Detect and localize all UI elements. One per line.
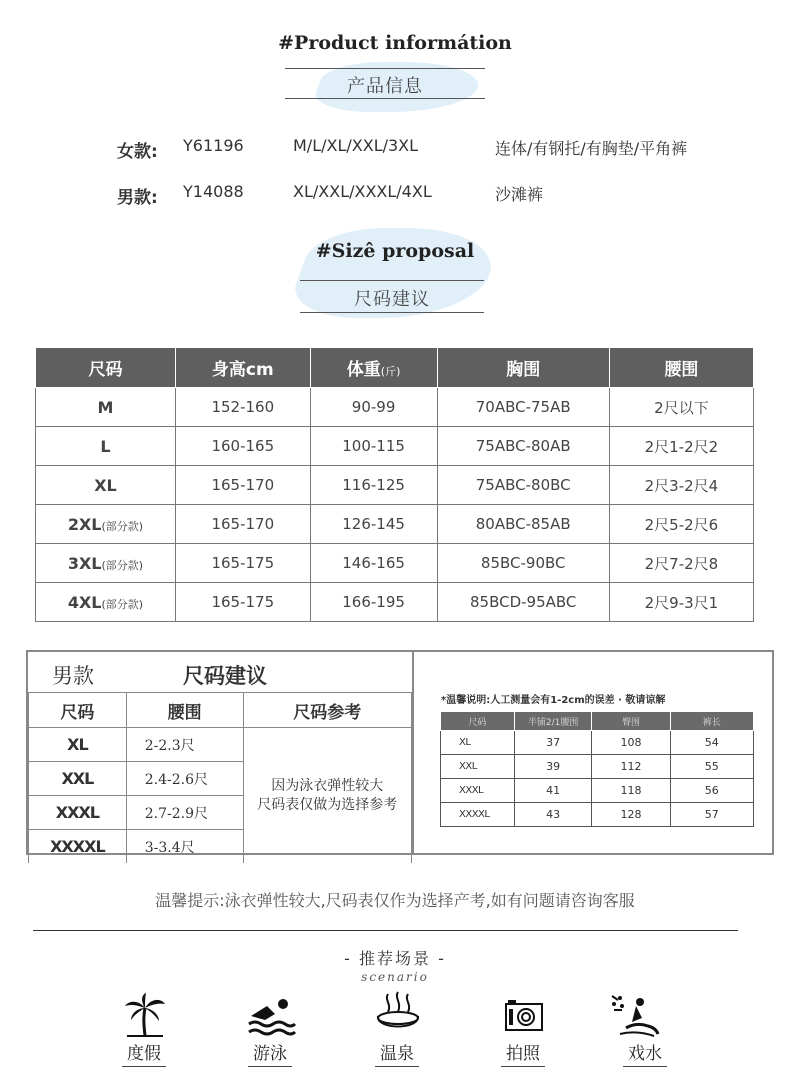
cell-height: 165-170 bbox=[175, 466, 310, 505]
col-size: 尺码 bbox=[29, 693, 127, 728]
cell-bust: 75ABC-80AB bbox=[437, 427, 609, 466]
cell-height: 165-175 bbox=[175, 544, 310, 583]
cell-waist: 2.7-2.9尺 bbox=[126, 796, 243, 830]
col-half-waist: 半铺2/1腰围 bbox=[514, 712, 592, 731]
col-height: 身高cm bbox=[175, 348, 310, 388]
table-header bbox=[441, 712, 754, 731]
cell-weight: 146-165 bbox=[310, 544, 437, 583]
tip-text: 温馨提示:泳衣弹性较大,尺码表仅作为选择产考,如有问题请咨询客服 bbox=[155, 891, 635, 910]
cell-hip: 128 bbox=[592, 803, 670, 827]
cell-size: XXL bbox=[29, 762, 127, 796]
table-row bbox=[441, 755, 754, 779]
cell-size: XXXXL bbox=[441, 803, 515, 827]
cell-height: 160-165 bbox=[175, 427, 310, 466]
col-bust: 胸围 bbox=[437, 348, 609, 388]
scenario-label: 温泉 bbox=[380, 1044, 414, 1064]
scenario-label: 拍照 bbox=[506, 1044, 540, 1064]
cell-hip: 108 bbox=[592, 731, 670, 755]
scenario-subtitle: scenario bbox=[361, 970, 429, 984]
product-title-zh: 产品信息 bbox=[347, 76, 423, 97]
cell-height: 165-175 bbox=[175, 583, 310, 622]
size-title-zh: 尺码建议 bbox=[354, 289, 430, 310]
product-desc: 沙滩裤 bbox=[495, 185, 544, 204]
table-row bbox=[36, 466, 754, 505]
cell-bust: 85BC-90BC bbox=[437, 544, 609, 583]
cell-waist: 2尺7-2尺8 bbox=[609, 544, 753, 583]
cell-size: 3XL(部分款) bbox=[36, 544, 176, 583]
table-header bbox=[29, 693, 412, 728]
cell-waist: 2尺5-2尺6 bbox=[609, 505, 753, 544]
col-waist: 腰围 bbox=[609, 348, 753, 388]
col-reference: 尺码参考 bbox=[243, 693, 411, 728]
hot-spring-icon bbox=[372, 990, 424, 1036]
cell-size: XXXXL bbox=[29, 830, 127, 864]
cell-size: M bbox=[36, 388, 176, 427]
cell-waist: 3-3.4尺 bbox=[126, 830, 243, 864]
product-sizes: XL/XXL/XXXL/4XL bbox=[293, 182, 432, 201]
col-weight bbox=[310, 348, 437, 388]
scenario-label: 游泳 bbox=[253, 1044, 287, 1064]
table-row bbox=[36, 505, 754, 544]
cell-weight: 166-195 bbox=[310, 583, 437, 622]
men-title: 男款 bbox=[52, 664, 94, 688]
cell-size: XL bbox=[36, 466, 176, 505]
cell-half-waist: 43 bbox=[514, 803, 592, 827]
cell-hip: 112 bbox=[592, 755, 670, 779]
cell-size: 4XL(部分款) bbox=[36, 583, 176, 622]
table-row bbox=[441, 803, 754, 827]
cell-half-waist: 39 bbox=[514, 755, 592, 779]
size-title-en: #Sizê proposal bbox=[315, 240, 475, 262]
table-header bbox=[36, 348, 754, 388]
product-code: Y61196 bbox=[183, 136, 244, 155]
cell-bust: 85BCD-95ABC bbox=[437, 583, 609, 622]
product-desc: 连体/有钢托/有胸垫/平角裤 bbox=[495, 139, 688, 158]
col-weight-unit: (斤) bbox=[380, 365, 401, 378]
palm-tree-icon bbox=[119, 992, 171, 1038]
cell-half-waist: 37 bbox=[514, 731, 592, 755]
table-row bbox=[441, 731, 754, 755]
cell-waist: 2-2.3尺 bbox=[126, 728, 243, 762]
reference-note-line1: 因为泳衣弹性较大 bbox=[271, 777, 384, 794]
cell-size: XXL bbox=[441, 755, 515, 779]
cell-waist: 2尺3-2尺4 bbox=[609, 466, 753, 505]
men-subtitle: 尺码建议 bbox=[183, 664, 267, 688]
product-sizes: M/L/XL/XXL/3XL bbox=[293, 136, 419, 155]
product-title-en: #Product informátion bbox=[278, 32, 512, 54]
pants-size-table bbox=[440, 711, 754, 827]
cell-bust: 80ABC-85AB bbox=[437, 505, 609, 544]
col-size: 尺码 bbox=[441, 712, 515, 731]
cell-height: 152-160 bbox=[175, 388, 310, 427]
col-length: 裤长 bbox=[670, 712, 753, 731]
product-label: 男款: bbox=[117, 188, 158, 208]
cell-bust: 70ABC-75AB bbox=[437, 388, 609, 427]
cell-waist: 2.4-2.6尺 bbox=[126, 762, 243, 796]
cell-waist: 2尺9-3尺1 bbox=[609, 583, 753, 622]
pants-note: *温馨说明:人工测量会有1-2cm的误差 · 敬请谅解 bbox=[441, 695, 666, 706]
cell-length: 56 bbox=[670, 779, 753, 803]
reference-note bbox=[243, 728, 411, 864]
table-row bbox=[36, 427, 754, 466]
col-hip: 臀围 bbox=[592, 712, 670, 731]
scenario-label: 戏水 bbox=[628, 1044, 662, 1064]
scenario-title: - 推荐场景 - bbox=[344, 949, 446, 968]
col-weight-label: 体重 bbox=[346, 360, 381, 380]
cell-bust: 75ABC-80BC bbox=[437, 466, 609, 505]
cell-weight: 116-125 bbox=[310, 466, 437, 505]
table-row bbox=[29, 728, 412, 762]
cell-weight: 126-145 bbox=[310, 505, 437, 544]
cell-length: 57 bbox=[670, 803, 753, 827]
cell-waist: 2尺1-2尺2 bbox=[609, 427, 753, 466]
table-row bbox=[36, 544, 754, 583]
cell-size: XXXL bbox=[29, 796, 127, 830]
col-size: 尺码 bbox=[36, 348, 176, 388]
reference-note-line2: 尺码表仅做为选择参考 bbox=[257, 796, 398, 813]
cell-size: L bbox=[36, 427, 176, 466]
cell-weight: 100-115 bbox=[310, 427, 437, 466]
cell-size: XL bbox=[29, 728, 127, 762]
table-row bbox=[36, 583, 754, 622]
product-label: 女款: bbox=[117, 142, 158, 162]
swimmer-icon bbox=[245, 994, 297, 1040]
col-waist: 腰围 bbox=[126, 693, 243, 728]
women-size-table bbox=[35, 348, 754, 622]
cell-size: 2XL(部分款) bbox=[36, 505, 176, 544]
cell-size: XL bbox=[441, 731, 515, 755]
cell-waist: 2尺以下 bbox=[609, 388, 753, 427]
table-row bbox=[441, 779, 754, 803]
cell-size: XXXL bbox=[441, 779, 515, 803]
camera-icon bbox=[498, 994, 550, 1040]
cell-weight: 90-99 bbox=[310, 388, 437, 427]
cell-length: 54 bbox=[670, 731, 753, 755]
cell-hip: 118 bbox=[592, 779, 670, 803]
table-row bbox=[36, 388, 754, 427]
scenario-label: 度假 bbox=[127, 1044, 161, 1064]
cell-height: 165-170 bbox=[175, 505, 310, 544]
product-code: Y14088 bbox=[183, 182, 244, 201]
men-size-table bbox=[28, 692, 412, 863]
cell-half-waist: 41 bbox=[514, 779, 592, 803]
water-play-icon bbox=[610, 992, 662, 1038]
cell-length: 55 bbox=[670, 755, 753, 779]
